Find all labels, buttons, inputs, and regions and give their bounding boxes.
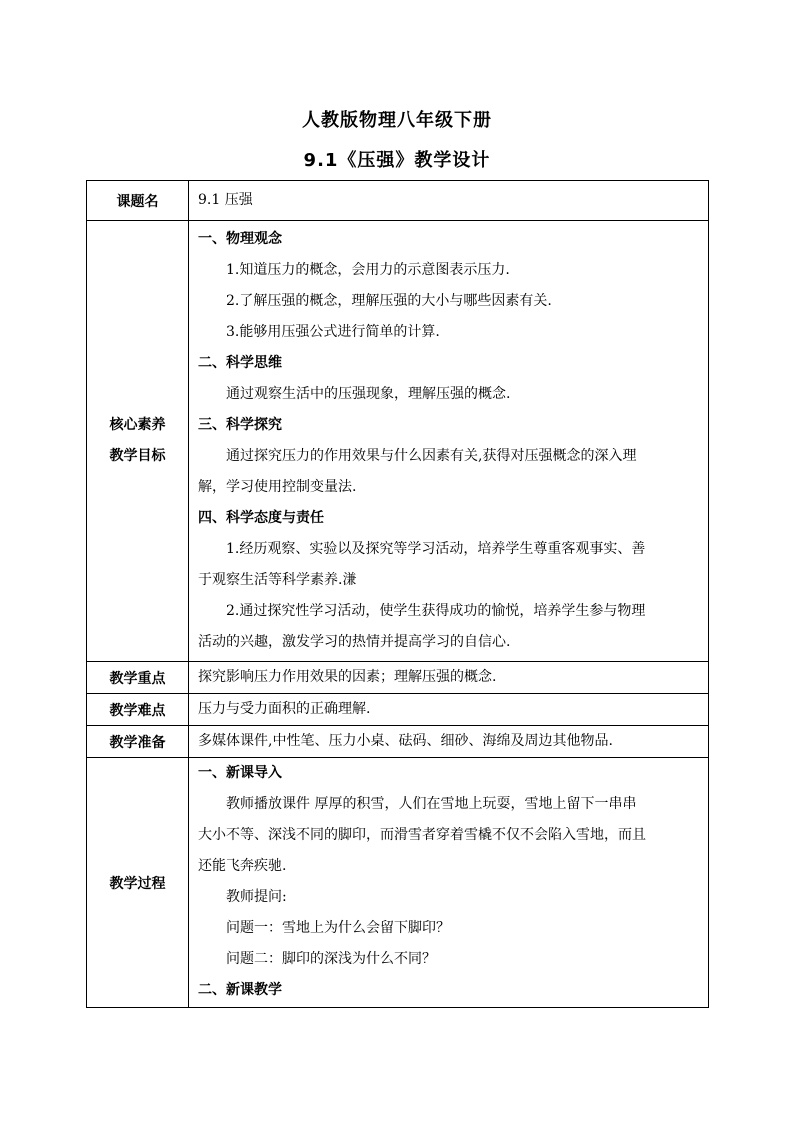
lesson-plan-table bbox=[86, 180, 709, 1008]
goal-line: 解，学习使用控制变量法. bbox=[198, 479, 357, 495]
table-row-difficulties bbox=[87, 694, 709, 726]
goal-line: 1.知道压力的概念，会用力的示意图表示压力. bbox=[226, 262, 510, 278]
goal-line: 于观察生活等科学素养.溓 bbox=[198, 572, 357, 588]
table-row-topic bbox=[87, 181, 709, 221]
process-content bbox=[189, 758, 709, 1008]
goal-heading-scientific-thinking: 二、科学思维 bbox=[198, 355, 282, 371]
core-goals-label-line2: 教学目标 bbox=[109, 448, 166, 464]
difficulties-label: 教学难点 bbox=[87, 694, 189, 726]
goal-line: 通过探究压力的作用效果与什么因素有关,获得对压强概念的深入理 bbox=[226, 448, 637, 464]
process-line: 还能飞奔疾驰. bbox=[198, 858, 287, 874]
process-line: 问题一：雪地上为什么会留下脚印？ bbox=[226, 920, 450, 936]
goal-line: 3.能够用压强公式进行简单的计算. bbox=[226, 324, 440, 340]
process-heading-intro: 一、新课导入 bbox=[198, 765, 282, 781]
goal-heading-scientific-inquiry: 三、科学探究 bbox=[198, 417, 282, 433]
key-points-label: 教学重点 bbox=[87, 662, 189, 694]
preparation-label: 教学准备 bbox=[87, 726, 189, 758]
goal-line: 2.通过探究性学习活动，使学生获得成功的愉悦，培养学生参与物理 bbox=[226, 603, 646, 619]
core-goals-label-line1: 核心素养 bbox=[109, 417, 166, 433]
process-line: 教师提问: bbox=[226, 889, 287, 905]
key-points-value: 探究影响压力作用效果的因素；理解压强的概念. bbox=[189, 662, 709, 694]
process-line: 教师播放课件 厚厚的积雪，人们在雪地上玩耍，雪地上留下一串串 bbox=[226, 796, 637, 812]
goal-line: 2.了解压强的概念，理解压强的大小与哪些因素有关. bbox=[226, 293, 552, 309]
table-row-preparation bbox=[87, 726, 709, 758]
process-line: 问题二：脚印的深浅为什么不同？ bbox=[226, 951, 436, 967]
table-row-process bbox=[87, 758, 709, 1008]
goal-heading-attitude-responsibility: 四、科学态度与责任 bbox=[198, 510, 324, 526]
document-subtitle: 9.1《压强》教学设计 bbox=[303, 150, 491, 171]
process-label: 教学过程 bbox=[87, 758, 189, 1008]
goal-heading-physics-concept: 一、物理观念 bbox=[198, 231, 282, 247]
goal-line: 活动的兴趣，激发学习的热情并提高学习的自信心. bbox=[198, 634, 511, 650]
core-goals-content bbox=[189, 221, 709, 662]
goal-line: 1.经历观察、实验以及探究等学习活动，培养学生尊重客观事实、善 bbox=[226, 541, 646, 557]
table-row-key-points bbox=[87, 662, 709, 694]
topic-value: 9.1 压强 bbox=[189, 181, 709, 221]
process-line: 大小不等、深浅不同的脚印，而滑雪者穿着雪橇不仅不会陷入雪地，而且 bbox=[198, 827, 646, 843]
document-title: 人教版物理八年级下册 bbox=[302, 110, 492, 131]
core-goals-label bbox=[87, 221, 189, 662]
table-row-core-goals bbox=[87, 221, 709, 662]
preparation-value: 多媒体课件,中性笔、压力小桌、砝码、细砂、海绵及周边其他物品. bbox=[189, 726, 709, 758]
goal-line: 通过观察生活中的压强现象，理解压强的概念. bbox=[226, 386, 511, 402]
process-heading-new-lesson: 二、新课教学 bbox=[198, 982, 282, 998]
topic-label: 课题名 bbox=[87, 181, 189, 221]
difficulties-value: 压力与受力面积的正确理解. bbox=[189, 694, 709, 726]
